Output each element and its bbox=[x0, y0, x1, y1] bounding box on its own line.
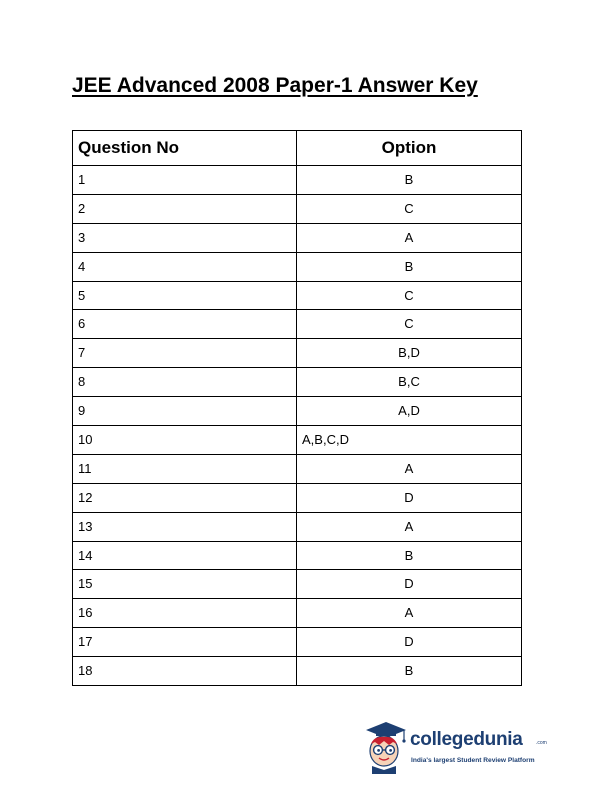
answer-option: D bbox=[297, 628, 522, 657]
answer-option: B bbox=[297, 166, 522, 195]
question-number: 9 bbox=[73, 397, 297, 426]
question-number: 16 bbox=[73, 599, 297, 628]
table-header-row bbox=[73, 131, 522, 166]
table-row bbox=[73, 194, 522, 223]
answer-key-table bbox=[72, 130, 522, 686]
table-row bbox=[73, 454, 522, 483]
question-number: 10 bbox=[73, 426, 297, 455]
table-row bbox=[73, 628, 522, 657]
answer-option: A bbox=[297, 223, 522, 252]
question-number: 15 bbox=[73, 570, 297, 599]
brand-name: collegedunia bbox=[410, 729, 523, 750]
question-number: 11 bbox=[73, 454, 297, 483]
answer-option: C bbox=[297, 281, 522, 310]
table-row bbox=[73, 483, 522, 512]
table-row bbox=[73, 223, 522, 252]
answer-option: A bbox=[297, 454, 522, 483]
answer-option: A bbox=[297, 599, 522, 628]
table-row bbox=[73, 368, 522, 397]
question-number: 2 bbox=[73, 194, 297, 223]
answer-option: B,D bbox=[297, 339, 522, 368]
table-row bbox=[73, 426, 522, 455]
graduate-mascot-icon bbox=[360, 718, 410, 774]
answer-option: B bbox=[297, 657, 522, 686]
answer-option: A,D bbox=[297, 397, 522, 426]
question-number: 3 bbox=[73, 223, 297, 252]
table-row bbox=[73, 252, 522, 281]
brand-tagline: India's largest Student Review Platform bbox=[411, 757, 535, 764]
brand-tld: .com bbox=[536, 740, 547, 746]
question-no-header: Question No bbox=[73, 131, 297, 166]
answer-option: A,B,C,D bbox=[297, 426, 522, 455]
question-number: 1 bbox=[73, 166, 297, 195]
table-row bbox=[73, 397, 522, 426]
question-number: 14 bbox=[73, 541, 297, 570]
answer-option: A bbox=[297, 512, 522, 541]
question-number: 7 bbox=[73, 339, 297, 368]
table-row bbox=[73, 339, 522, 368]
option-header: Option bbox=[297, 131, 522, 166]
table-row bbox=[73, 512, 522, 541]
question-number: 4 bbox=[73, 252, 297, 281]
answer-option: D bbox=[297, 483, 522, 512]
answer-option: C bbox=[297, 194, 522, 223]
question-number: 12 bbox=[73, 483, 297, 512]
question-number: 17 bbox=[73, 628, 297, 657]
question-number: 13 bbox=[73, 512, 297, 541]
answer-option: D bbox=[297, 570, 522, 599]
collegedunia-logo[interactable] bbox=[360, 718, 560, 778]
question-number: 6 bbox=[73, 310, 297, 339]
question-number: 8 bbox=[73, 368, 297, 397]
answer-option: B bbox=[297, 541, 522, 570]
table-row bbox=[73, 310, 522, 339]
table-row bbox=[73, 281, 522, 310]
table-row bbox=[73, 570, 522, 599]
question-number: 18 bbox=[73, 657, 297, 686]
answer-option: B,C bbox=[297, 368, 522, 397]
table-row bbox=[73, 166, 522, 195]
answer-option: B bbox=[297, 252, 522, 281]
table-row bbox=[73, 541, 522, 570]
table-row bbox=[73, 657, 522, 686]
table-row bbox=[73, 599, 522, 628]
page-title: JEE Advanced 2008 Paper-1 Answer Key bbox=[72, 74, 478, 97]
question-number: 5 bbox=[73, 281, 297, 310]
answer-option: C bbox=[297, 310, 522, 339]
